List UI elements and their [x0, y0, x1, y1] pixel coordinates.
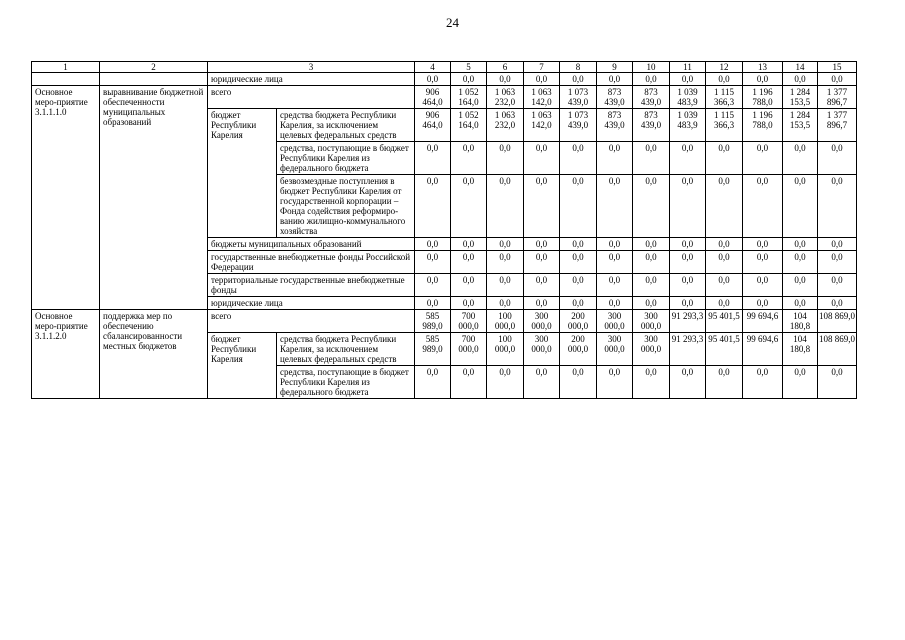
value-cell: 0,0: [818, 366, 857, 399]
value-cell: 0,0: [706, 73, 743, 86]
value-cell: 0,0: [560, 238, 597, 251]
value-cell: 108 869,0: [818, 310, 857, 333]
value-cell: 0,0: [451, 251, 487, 274]
value-cell: 700 000,0: [451, 310, 487, 333]
header-cell: 10: [633, 62, 670, 73]
value-cell: 1 196 788,0: [743, 109, 783, 142]
value-cell: 0,0: [597, 73, 633, 86]
header-cell: 2: [100, 62, 208, 73]
value-cell: 0,0: [597, 251, 633, 274]
header-cell: 14: [783, 62, 818, 73]
value-cell: 0,0: [597, 297, 633, 310]
measure-code: Основное меро-приятие 3.1.1.2.0: [32, 310, 100, 399]
value-cell: 0,0: [524, 73, 560, 86]
value-cell: 95 401,5: [706, 333, 743, 366]
value-cell: 0,0: [706, 297, 743, 310]
value-cell: 585 989,0: [415, 310, 451, 333]
value-cell: 0,0: [670, 366, 706, 399]
value-cell: 0,0: [670, 73, 706, 86]
value-cell: 108 869,0: [818, 333, 857, 366]
value-cell: 0,0: [451, 366, 487, 399]
value-cell: 0,0: [818, 238, 857, 251]
empty-cell: [100, 73, 208, 86]
value-cell: 0,0: [783, 73, 818, 86]
value-cell: 1 284 153,5: [783, 109, 818, 142]
value-cell: 104 180,8: [783, 310, 818, 333]
value-cell: 0,0: [487, 366, 524, 399]
value-cell: 0,0: [597, 238, 633, 251]
value-cell: 95 401,5: [706, 310, 743, 333]
value-cell: 0,0: [706, 238, 743, 251]
value-cell: 0,0: [524, 366, 560, 399]
value-cell: 91 293,3: [670, 333, 706, 366]
value-cell: 0,0: [743, 73, 783, 86]
value-cell: 873 439,0: [633, 86, 670, 109]
value-cell: 0,0: [743, 366, 783, 399]
value-cell: 0,0: [670, 175, 706, 238]
column-number-row: [32, 62, 857, 73]
value-cell: 0,0: [487, 297, 524, 310]
value-cell: 1 063 142,0: [524, 86, 560, 109]
value-cell: 0,0: [597, 366, 633, 399]
header-cell: 3: [208, 62, 415, 73]
value-cell: 906 464,0: [415, 109, 451, 142]
budget-rk-label: бюджет Республики Карелия: [208, 109, 277, 238]
value-cell: 1 284 153,5: [783, 86, 818, 109]
value-cell: 0,0: [633, 366, 670, 399]
budget-rk-label: бюджет Республики Карелия: [208, 333, 277, 399]
value-cell: 300 000,0: [633, 333, 670, 366]
value-cell: 0,0: [633, 175, 670, 238]
value-cell: 0,0: [415, 175, 451, 238]
value-cell: 200 000,0: [560, 333, 597, 366]
value-cell: 0,0: [487, 142, 524, 175]
value-cell: 1 115 366,3: [706, 86, 743, 109]
value-cell: 1 073 439,0: [560, 86, 597, 109]
value-cell: 0,0: [670, 274, 706, 297]
value-cell: 0,0: [633, 274, 670, 297]
value-cell: 906 464,0: [415, 86, 451, 109]
value-cell: 300 000,0: [597, 310, 633, 333]
value-cell: 0,0: [597, 274, 633, 297]
source-label: безвозмездные поступления в бюджет Республики Карелия от государственной корпорации – Фонда содействия реформиро-ванию жилищно-коммунального хозяйства: [277, 175, 415, 238]
measure-name: выравнивание бюджетной обеспеченности муниципальных образований: [100, 86, 208, 310]
value-cell: 200 000,0: [560, 310, 597, 333]
value-cell: 0,0: [783, 251, 818, 274]
value-cell: 0,0: [743, 142, 783, 175]
budget-table: [31, 61, 857, 399]
value-cell: 1 063 232,0: [487, 109, 524, 142]
value-cell: 1 052 164,0: [451, 109, 487, 142]
value-cell: 1 039 483,9: [670, 109, 706, 142]
value-cell: 0,0: [451, 73, 487, 86]
source-label: всего: [208, 310, 415, 333]
value-cell: 0,0: [451, 175, 487, 238]
page-number: 24: [446, 15, 459, 30]
value-cell: 0,0: [633, 238, 670, 251]
source-label: бюджеты муниципальных образований: [208, 238, 415, 251]
value-cell: 300 000,0: [633, 310, 670, 333]
value-cell: 0,0: [706, 251, 743, 274]
header-cell: 6: [487, 62, 524, 73]
value-cell: 0,0: [597, 175, 633, 238]
value-cell: 0,0: [415, 142, 451, 175]
value-cell: 0,0: [743, 297, 783, 310]
value-cell: 0,0: [524, 238, 560, 251]
header-cell: 9: [597, 62, 633, 73]
value-cell: 99 694,6: [743, 310, 783, 333]
value-cell: 873 439,0: [597, 86, 633, 109]
value-cell: 0,0: [743, 238, 783, 251]
value-cell: 1 063 142,0: [524, 109, 560, 142]
value-cell: 0,0: [487, 251, 524, 274]
value-cell: 0,0: [597, 142, 633, 175]
header-cell: 8: [560, 62, 597, 73]
value-cell: 0,0: [818, 175, 857, 238]
value-cell: 300 000,0: [524, 310, 560, 333]
value-cell: 0,0: [783, 175, 818, 238]
header-cell: 5: [451, 62, 487, 73]
value-cell: 0,0: [524, 251, 560, 274]
value-cell: 0,0: [415, 251, 451, 274]
source-label: государственные внебюджетные фонды Российской Федерации: [208, 251, 415, 274]
value-cell: 1 377 896,7: [818, 86, 857, 109]
value-cell: 0,0: [524, 175, 560, 238]
source-label: средства, поступающие в бюджет Республики Карелия из федерального бюджета: [277, 142, 415, 175]
value-cell: 0,0: [524, 297, 560, 310]
value-cell: 0,0: [706, 142, 743, 175]
value-cell: 0,0: [670, 251, 706, 274]
value-cell: 104 180,8: [783, 333, 818, 366]
table-row: [32, 73, 857, 86]
source-label: юридические лица: [208, 73, 415, 86]
value-cell: 0,0: [415, 274, 451, 297]
source-label: юридические лица: [208, 297, 415, 310]
header-cell: 4: [415, 62, 451, 73]
source-label: средства, поступающие в бюджет Республики Карелия из федерального бюджета: [277, 366, 415, 399]
header-cell: 7: [524, 62, 560, 73]
value-cell: 1 052 164,0: [451, 86, 487, 109]
header-cell: 13: [743, 62, 783, 73]
header-cell: 12: [706, 62, 743, 73]
value-cell: 300 000,0: [597, 333, 633, 366]
measure-name: поддержка мер по обеспечению сбалансированности местных бюджетов: [100, 310, 208, 399]
value-cell: 0,0: [487, 73, 524, 86]
value-cell: 873 439,0: [597, 109, 633, 142]
value-cell: 700 000,0: [451, 333, 487, 366]
value-cell: 0,0: [818, 142, 857, 175]
measure-code: Основное меро-приятие 3.1.1.1.0: [32, 86, 100, 310]
value-cell: 0,0: [415, 238, 451, 251]
value-cell: 0,0: [524, 142, 560, 175]
value-cell: 0,0: [743, 274, 783, 297]
value-cell: 0,0: [560, 366, 597, 399]
source-label: всего: [208, 86, 415, 109]
value-cell: 0,0: [706, 175, 743, 238]
source-label: средства бюджета Республики Карелия, за исключением целевых федеральных средств: [277, 109, 415, 142]
value-cell: 0,0: [415, 297, 451, 310]
value-cell: 0,0: [451, 274, 487, 297]
source-label: территориальные государственные внебюджетные фонды: [208, 274, 415, 297]
value-cell: 0,0: [818, 274, 857, 297]
value-cell: 0,0: [783, 297, 818, 310]
value-cell: 0,0: [783, 366, 818, 399]
value-cell: 0,0: [818, 251, 857, 274]
value-cell: 0,0: [415, 73, 451, 86]
value-cell: 0,0: [415, 366, 451, 399]
value-cell: 0,0: [487, 175, 524, 238]
value-cell: 0,0: [633, 251, 670, 274]
value-cell: 0,0: [560, 251, 597, 274]
table-row: [32, 310, 857, 333]
value-cell: 0,0: [524, 274, 560, 297]
value-cell: 0,0: [560, 175, 597, 238]
value-cell: 100 000,0: [487, 333, 524, 366]
header-cell: 11: [670, 62, 706, 73]
empty-cell: [32, 73, 100, 86]
value-cell: 585 989,0: [415, 333, 451, 366]
value-cell: 1 377 896,7: [818, 109, 857, 142]
value-cell: 0,0: [633, 73, 670, 86]
value-cell: 0,0: [670, 142, 706, 175]
value-cell: 0,0: [743, 175, 783, 238]
source-label: средства бюджета Республики Карелия, за исключением целевых федеральных средств: [277, 333, 415, 366]
value-cell: 100 000,0: [487, 310, 524, 333]
value-cell: 0,0: [706, 366, 743, 399]
value-cell: 0,0: [487, 238, 524, 251]
value-cell: 99 694,6: [743, 333, 783, 366]
value-cell: 0,0: [560, 297, 597, 310]
value-cell: 0,0: [487, 274, 524, 297]
value-cell: 0,0: [451, 142, 487, 175]
value-cell: 0,0: [560, 73, 597, 86]
value-cell: 0,0: [560, 142, 597, 175]
value-cell: 1 073 439,0: [560, 109, 597, 142]
value-cell: 0,0: [633, 297, 670, 310]
value-cell: 0,0: [818, 297, 857, 310]
header-cell: 15: [818, 62, 857, 73]
header-cell: 1: [32, 62, 100, 73]
value-cell: 0,0: [783, 238, 818, 251]
value-cell: 0,0: [783, 274, 818, 297]
value-cell: 0,0: [633, 142, 670, 175]
value-cell: 300 000,0: [524, 333, 560, 366]
value-cell: 873 439,0: [633, 109, 670, 142]
value-cell: 1 039 483,9: [670, 86, 706, 109]
value-cell: 0,0: [670, 238, 706, 251]
value-cell: 0,0: [818, 73, 857, 86]
table-row: [32, 86, 857, 109]
value-cell: 0,0: [783, 142, 818, 175]
value-cell: 0,0: [560, 274, 597, 297]
value-cell: 0,0: [743, 251, 783, 274]
value-cell: 1 196 788,0: [743, 86, 783, 109]
value-cell: 0,0: [451, 297, 487, 310]
value-cell: 1 063 232,0: [487, 86, 524, 109]
value-cell: 91 293,3: [670, 310, 706, 333]
value-cell: 0,0: [451, 238, 487, 251]
value-cell: 1 115 366,3: [706, 109, 743, 142]
value-cell: 0,0: [706, 274, 743, 297]
value-cell: 0,0: [670, 297, 706, 310]
